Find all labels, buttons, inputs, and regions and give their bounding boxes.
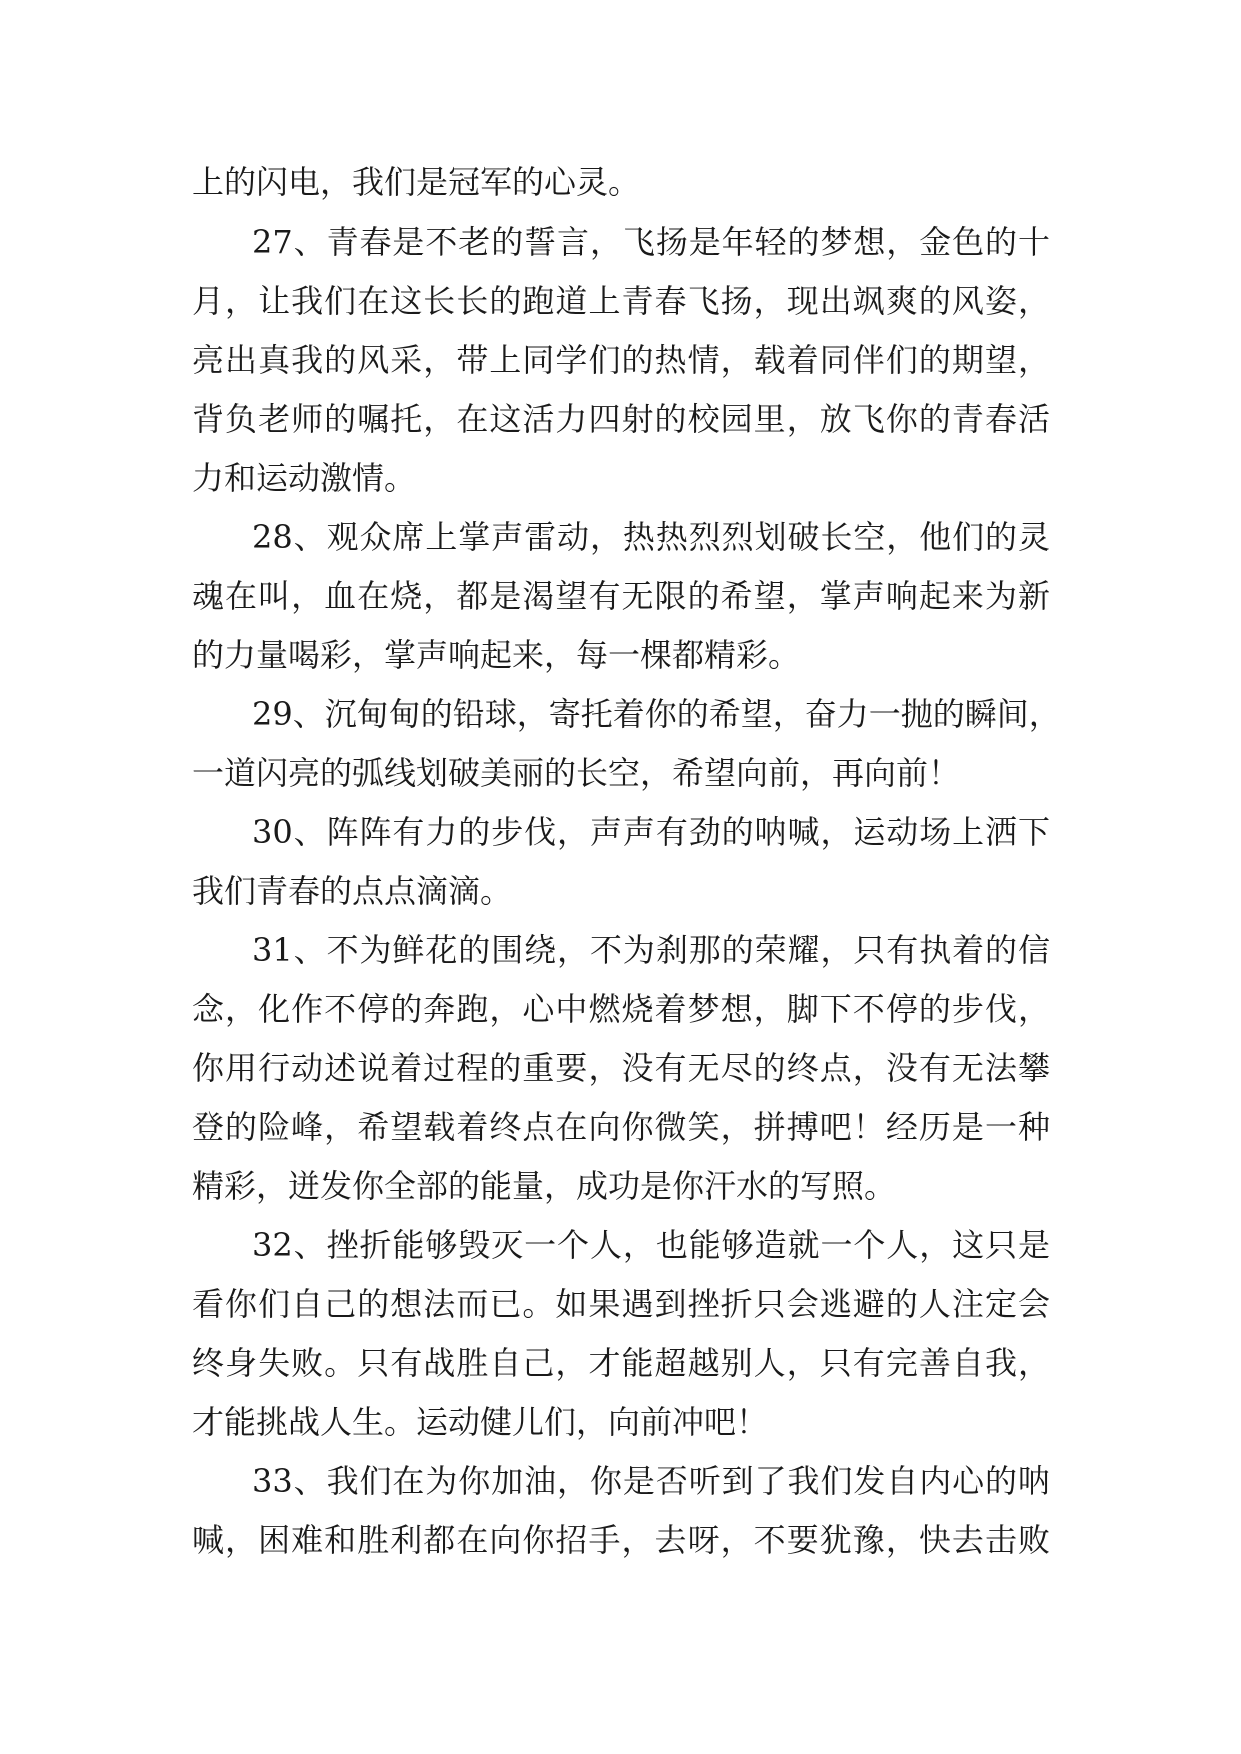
text-line: 月，让我们在这长长的跑道上青春飞扬，现出飒爽的风姿， [192,282,1050,320]
text-line: 喊，困难和胜利都在向你招手，去呀，不要犹豫，快去击败 [192,1521,1050,1559]
paragraph-33-line: 33、我们在为你加油，你是否听到了我们发自内心的呐 [252,1462,1050,1500]
text-line: 力和运动激情。 [192,459,417,497]
text-line: 一道闪亮的弧线划破美丽的长空，希望向前，再向前！ [192,754,961,792]
paragraph-29-line: 29、沉甸甸的铅球，寄托着你的希望，奋力一抛的瞬间， [252,695,1061,733]
text-line: 念，化作不停的奔跑，心中燃烧着梦想，脚下不停的步伐， [192,990,1050,1028]
paragraph-31-line: 31、不为鲜花的围绕，不为刹那的荣耀，只有执着的信 [252,931,1050,969]
text-line: 看你们自己的想法而已。如果遇到挫折只会逃避的人注定会 [192,1285,1050,1323]
text-line: 精彩，迸发你全部的能量，成功是你汗水的写照。 [192,1167,897,1205]
text-line: 上的闪电，我们是冠军的心灵。 [192,163,641,201]
text-line: 亮出真我的风采，带上同学们的热情，载着同伴们的期望， [192,341,1050,379]
paragraph-27-line: 27、青春是不老的誓言，飞扬是年轻的梦想，金色的十 [252,223,1050,261]
text-line: 你用行动述说着过程的重要，没有无尽的终点，没有无法攀 [192,1049,1050,1087]
text-line: 背负老师的嘱托，在这活力四射的校园里，放飞你的青春活 [192,400,1050,438]
text-line: 我们青春的点点滴滴。 [192,872,513,910]
paragraph-28-line: 28、观众席上掌声雷动，热热烈烈划破长空，他们的灵 [252,518,1050,556]
text-line: 终身失败。只有战胜自己，才能超越别人，只有完善自我， [192,1344,1050,1382]
paragraph-32-line: 32、挫折能够毁灭一个人，也能够造就一个人，这只是 [252,1226,1050,1264]
text-line: 魂在叫，血在烧，都是渴望有无限的希望，掌声响起来为新 [192,577,1050,615]
paragraph-30-line: 30、阵阵有力的步伐，声声有劲的呐喊，运动场上洒下 [252,813,1050,851]
text-line: 才能挑战人生。运动健儿们，向前冲吧！ [192,1403,769,1441]
text-line: 登的险峰，希望载着终点在向你微笑，拼搏吧！经历是一种 [192,1108,1050,1146]
text-line: 的力量喝彩，掌声响起来，每一棵都精彩。 [192,636,801,674]
